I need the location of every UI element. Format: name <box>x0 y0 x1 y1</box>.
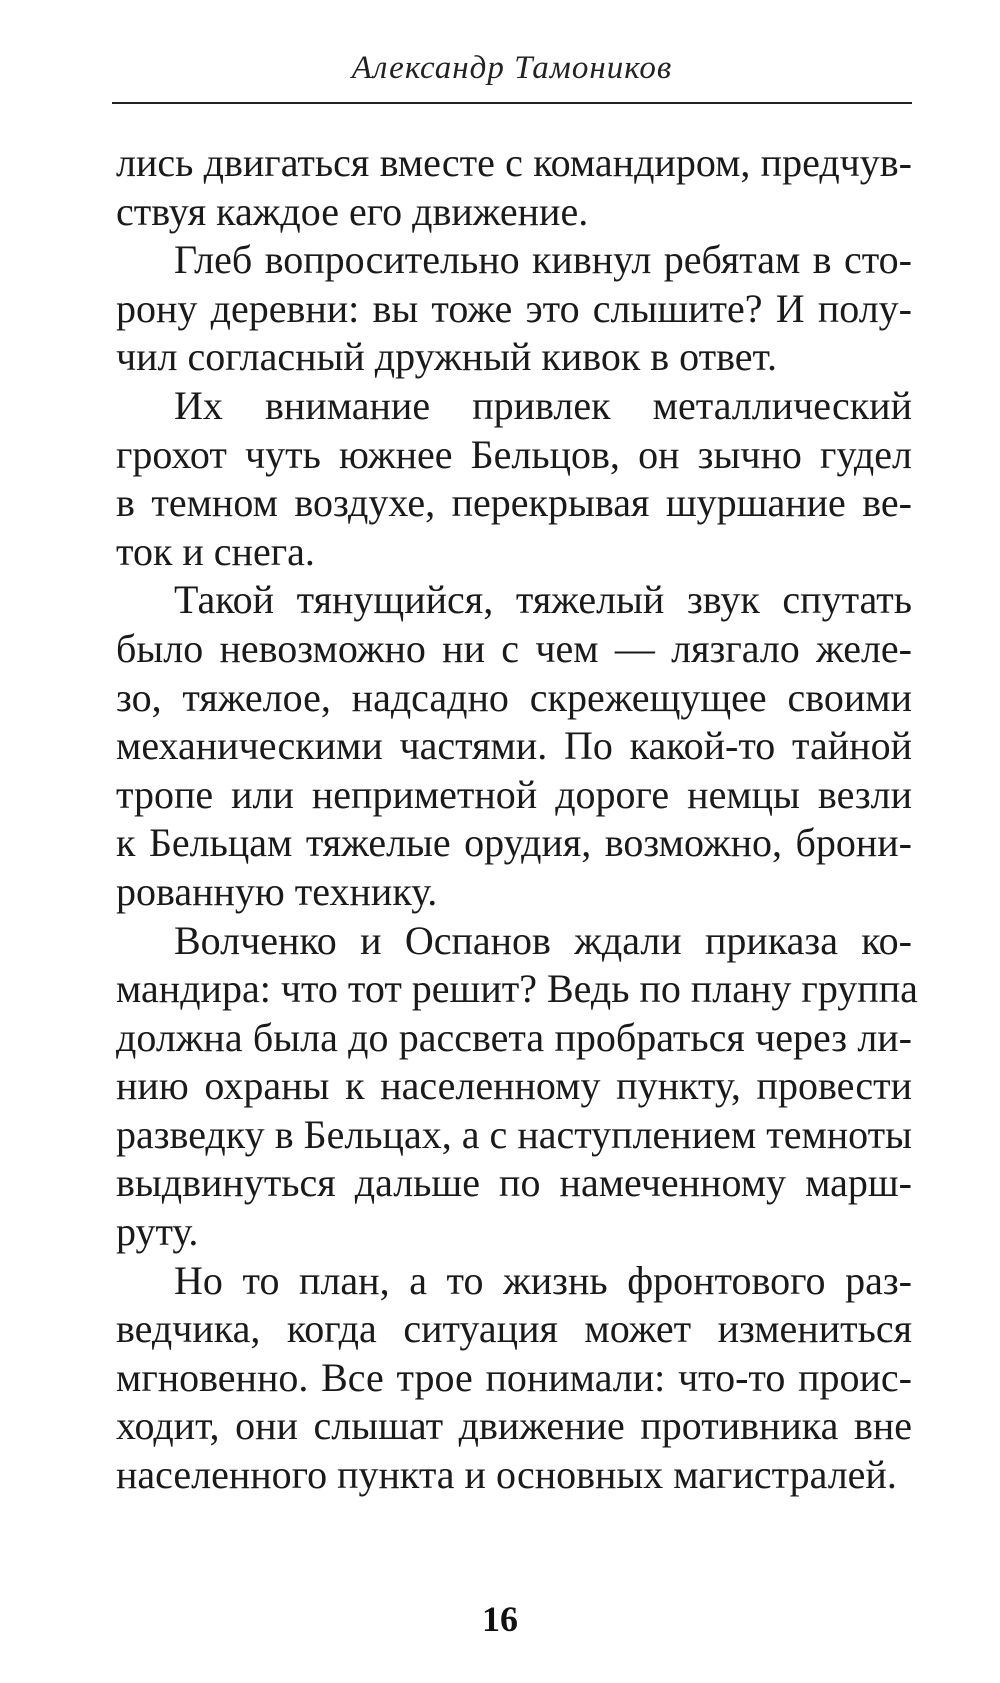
text-line: тропе или неприметной дороге немцы везли <box>116 771 912 817</box>
text-line: было невозможно ни с чем — лязгало желе- <box>116 625 912 671</box>
text-line: зо, тяжелое, надсадно скрежещущее своими <box>116 674 912 720</box>
text-line: рону деревни: вы тоже это слышите? И полу- <box>116 285 912 331</box>
text-line: к Бельцам тяжелые орудия, возможно, брони- <box>116 820 912 866</box>
text-line: механическими частями. По какой-то тайной <box>116 723 912 769</box>
text-line: лись двигаться вместе с командиром, предчув- <box>116 140 912 185</box>
text-line: Волченко и Оспанов ждали приказа ко- <box>174 917 912 963</box>
text-line: Глеб вопросительно кивнул ребятам в сто- <box>174 237 912 283</box>
text-line: Но то план, а то жизнь фронтового раз- <box>174 1257 912 1303</box>
running-head: Александр Тамоников <box>351 50 673 86</box>
text-line: чил согласный дружный кивок в ответ. <box>116 334 777 380</box>
text-line: ток и снега. <box>116 528 315 574</box>
text-line: нию охраны к населенному пункту, провести <box>116 1063 912 1109</box>
text-line: руту. <box>116 1209 199 1255</box>
body-text <box>116 139 918 1500</box>
text-line: грохот чуть южнее Бельцов, он зычно гудел <box>116 431 912 477</box>
text-line: Их внимание привлек металлический <box>174 382 912 428</box>
text-line: мгновенно. Все трое понимали: что-то проис- <box>116 1354 912 1400</box>
text-line: ствуя каждое его движение. <box>116 188 589 234</box>
text-line: населенного пункта и основных магистралей. <box>116 1452 897 1498</box>
page-number: 16 <box>482 1599 518 1639</box>
header-rule <box>112 102 912 104</box>
text-line: Такой тянущийся, тяжелый звук спутать <box>174 577 912 623</box>
text-line: рованную технику. <box>116 868 438 914</box>
text-line: должна была до рассвета пробраться через ли- <box>116 1014 912 1060</box>
paragraph <box>116 917 918 1257</box>
paragraph <box>116 576 912 916</box>
paragraph <box>116 1257 912 1500</box>
paragraph <box>116 139 912 236</box>
text-line: в темном воздухе, перекрывая шуршание ве- <box>116 480 912 526</box>
text-line: ведчика, когда ситуация может измениться <box>116 1306 912 1352</box>
text-line: выдвинуться дальше по намеченному марш- <box>116 1160 912 1206</box>
paragraph <box>116 382 912 576</box>
text-line: мандира: что тот решит? Ведь по плану группа <box>116 966 918 1012</box>
paragraph <box>116 236 912 382</box>
text-line: ходит, они слышат движение противника вне <box>116 1403 912 1449</box>
text-line: разведку в Бельцах, а с наступлением темноты <box>116 1111 912 1157</box>
